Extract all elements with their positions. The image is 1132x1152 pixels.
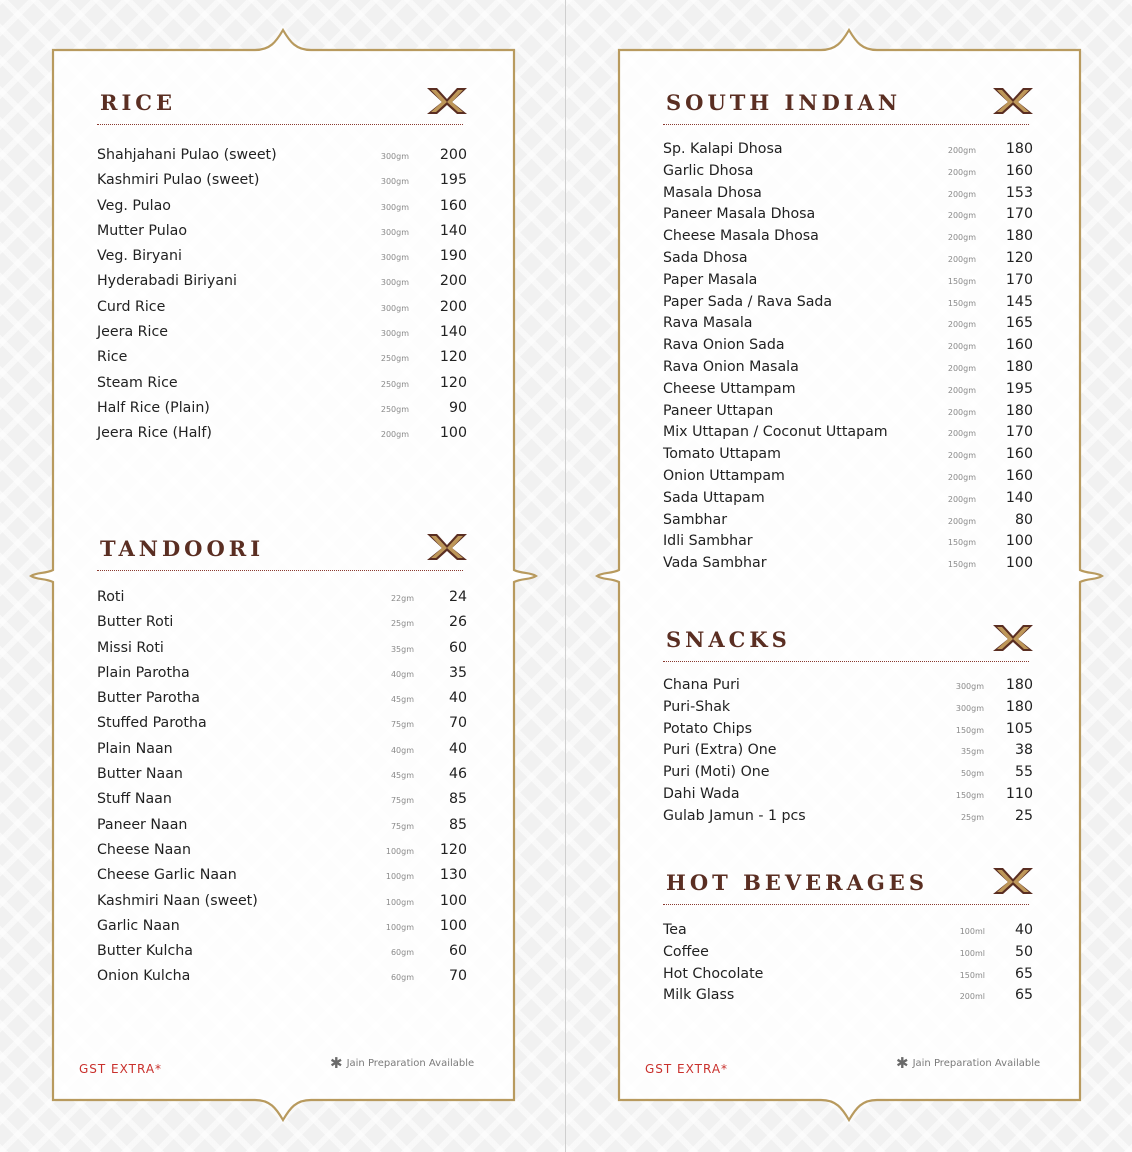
menu-item-name: Jeera Rice	[97, 324, 169, 341]
dotted-divider	[663, 661, 1029, 662]
menu-item-quantity: 250gm	[380, 404, 409, 414]
menu-item-row	[663, 272, 1033, 294]
menu-item-name: Veg. Pulao	[97, 197, 171, 214]
section-title: HOT BEVERAGES	[666, 870, 928, 895]
menu-item-quantity: 200gm	[947, 363, 976, 373]
menu-item-row	[663, 294, 1033, 316]
menu-item-row	[97, 817, 467, 842]
menu-item-quantity: 150gm	[955, 725, 984, 735]
menu-item-price: 170	[1005, 206, 1033, 223]
section-header	[97, 90, 467, 130]
menu-item-row	[97, 690, 467, 715]
menu-item-quantity: 300gm	[380, 227, 409, 237]
section-title: SOUTH INDIAN	[666, 90, 902, 115]
menu-item-row	[97, 918, 467, 943]
menu-item-quantity: 100gm	[385, 897, 414, 907]
menu-item-row	[97, 741, 467, 766]
menu-item-name: Curd Rice	[97, 298, 166, 315]
menu-item-name: Butter Naan	[97, 766, 183, 783]
menu-item-price: 180	[1005, 677, 1033, 693]
menu-item-name: Potato Chips	[663, 720, 752, 737]
menu-item-name: Kashmiri Pulao (sweet)	[97, 172, 260, 189]
menu-item-row	[663, 163, 1033, 185]
asterisk-icon: ✱	[896, 1054, 909, 1072]
menu-item-name: Paneer Masala Dhosa	[663, 206, 816, 223]
menu-item-row	[97, 248, 467, 273]
menu-item-price: 24	[448, 589, 467, 605]
menu-item-quantity: 200gm	[380, 430, 409, 440]
menu-item-name: Jeera Rice (Half)	[97, 425, 212, 442]
menu-item-name: Puri-Shak	[663, 698, 731, 715]
menu-item-quantity: 22gm	[390, 594, 414, 603]
jain-preparation-label: Jain Preparation Available	[346, 1058, 475, 1069]
section-tandoori	[97, 536, 467, 994]
menu-item-row	[97, 943, 467, 968]
menu-item-row	[663, 987, 1033, 1009]
menu-item-row	[663, 381, 1033, 403]
menu-item-quantity: 200ml	[959, 992, 985, 1002]
menu-item-name: Hyderabadi Biriyani	[97, 273, 237, 290]
menu-item-name: Vada Sambhar	[663, 555, 767, 572]
menu-item-price: 180	[1005, 698, 1033, 715]
menu-item-quantity: 300gm	[380, 152, 409, 161]
menu-item-quantity: 200gm	[947, 146, 976, 155]
crossed-x-logo-icon	[425, 532, 469, 566]
menu-item-quantity: 35gm	[960, 747, 984, 757]
menu-item-price: 140	[439, 222, 467, 239]
menu-item-price: 85	[448, 816, 467, 833]
menu-item-row	[663, 533, 1033, 555]
menu-item-price: 40	[448, 690, 467, 707]
menu-item-price: 120	[439, 374, 467, 391]
menu-item-quantity: 300gm	[955, 703, 984, 713]
menu-item-row	[663, 403, 1033, 425]
menu-item-row	[663, 228, 1033, 250]
section-header	[97, 536, 467, 576]
menu-item-price: 180	[1005, 228, 1033, 245]
menu-item-row	[663, 555, 1033, 577]
menu-item-name: Dahi Wada	[663, 785, 740, 802]
menu-item-price: 160	[1005, 162, 1033, 179]
menu-item-name: Chana Puri	[663, 677, 740, 693]
menu-item-name: Sada Dhosa	[663, 249, 748, 266]
menu-item-price: 90	[448, 399, 467, 416]
menu-item-quantity: 300gm	[955, 682, 984, 691]
menu-item-list	[663, 677, 1033, 830]
menu-item-price: 165	[1005, 315, 1033, 332]
menu-item-price: 170	[1005, 424, 1033, 441]
menu-item-price: 105	[1005, 720, 1033, 737]
menu-item-row	[663, 699, 1033, 721]
menu-item-row	[97, 867, 467, 892]
menu-item-price: 160	[1005, 337, 1033, 354]
menu-item-row	[663, 490, 1033, 512]
menu-item-row	[97, 273, 467, 298]
menu-item-price: 80	[1014, 511, 1033, 528]
menu-item-name: Rava Masala	[663, 315, 753, 332]
menu-item-quantity: 300gm	[380, 329, 409, 339]
menu-item-quantity: 60gm	[390, 973, 414, 983]
menu-item-name: Plain Parotha	[97, 664, 190, 681]
menu-item-quantity: 200gm	[947, 189, 976, 199]
menu-item-row	[97, 589, 467, 614]
menu-item-row	[97, 893, 467, 918]
menu-item-name: Onion Kulcha	[97, 968, 191, 985]
dotted-divider	[663, 124, 1029, 125]
menu-item-row	[97, 400, 467, 425]
menu-item-row	[97, 299, 467, 324]
menu-item-name: Shahjahani Pulao (sweet)	[97, 147, 277, 163]
menu-item-price: 60	[448, 943, 467, 960]
menu-item-price: 40	[448, 740, 467, 757]
menu-item-price: 153	[1005, 184, 1033, 201]
menu-item-row	[663, 337, 1033, 359]
menu-item-name: Tomato Uttapam	[663, 446, 781, 463]
menu-item-quantity: 200gm	[947, 494, 976, 504]
menu-item-quantity: 200gm	[947, 211, 976, 221]
section-snacks	[663, 627, 1033, 830]
crossed-x-logo-icon	[991, 623, 1035, 657]
menu-item-list	[663, 141, 1033, 577]
menu-item-row	[663, 250, 1033, 272]
menu-item-quantity: 25gm	[960, 812, 984, 822]
menu-item-price: 190	[439, 248, 467, 265]
menu-item-price: 140	[439, 324, 467, 341]
menu-item-row	[97, 640, 467, 665]
section-rice	[97, 90, 467, 451]
menu-item-quantity: 60gm	[390, 948, 414, 958]
menu-item-price: 65	[1014, 965, 1033, 982]
menu-item-quantity: 100gm	[385, 872, 414, 882]
menu-item-quantity: 200gm	[947, 451, 976, 461]
menu-item-price: 100	[439, 892, 467, 909]
menu-item-name: Paneer Uttapan	[663, 402, 774, 419]
menu-item-row	[663, 786, 1033, 808]
menu-item-row	[97, 198, 467, 223]
menu-item-name: Missi Roti	[97, 639, 164, 656]
menu-item-name: Garlic Dhosa	[663, 162, 754, 179]
crossed-x-logo-icon	[425, 86, 469, 120]
menu-item-row	[663, 764, 1033, 786]
section-hot-beverages	[663, 870, 1033, 1009]
menu-item-price: 120	[439, 349, 467, 366]
menu-item-row	[663, 922, 1033, 944]
menu-item-list	[97, 589, 467, 994]
menu-item-quantity: 75gm	[390, 821, 414, 831]
menu-item-quantity: 200gm	[947, 407, 976, 417]
menu-item-price: 40	[1014, 922, 1033, 938]
menu-item-quantity: 200gm	[947, 320, 976, 330]
menu-item-row	[97, 147, 467, 172]
menu-item-quantity: 100gm	[385, 922, 414, 932]
menu-item-row	[97, 968, 467, 993]
menu-item-name: Puri (Moti) One	[663, 764, 770, 781]
menu-item-row	[663, 185, 1033, 207]
menu-item-name: Puri (Extra) One	[663, 742, 777, 759]
menu-item-row	[97, 842, 467, 867]
menu-item-price: 26	[448, 614, 467, 631]
menu-item-quantity: 300gm	[380, 202, 409, 212]
menu-item-name: Cheese Masala Dhosa	[663, 228, 819, 245]
menu-item-price: 100	[439, 425, 467, 442]
jain-preparation-label: Jain Preparation Available	[912, 1058, 1041, 1069]
menu-item-price: 180	[1005, 141, 1033, 157]
menu-item-row	[97, 614, 467, 639]
menu-item-name: Gulab Jamun - 1 pcs	[663, 807, 806, 824]
menu-item-name: Kashmiri Naan (sweet)	[97, 892, 258, 909]
menu-item-price: 85	[448, 791, 467, 808]
menu-item-quantity: 75gm	[390, 796, 414, 806]
menu-item-row	[663, 446, 1033, 468]
menu-item-quantity: 45gm	[390, 771, 414, 781]
menu-item-row	[663, 359, 1033, 381]
menu-item-price: 200	[439, 273, 467, 290]
menu-item-name: Butter Roti	[97, 614, 174, 631]
menu-item-name: Stuff Naan	[97, 791, 172, 808]
menu-item-quantity: 200gm	[947, 472, 976, 482]
menu-item-price: 200	[439, 298, 467, 315]
menu-item-quantity: 40gm	[390, 745, 414, 755]
menu-item-name: Paper Sada / Rava Sada	[663, 293, 833, 310]
menu-item-row	[663, 808, 1033, 830]
menu-item-price: 130	[439, 867, 467, 884]
crossed-x-logo-icon	[991, 86, 1035, 120]
menu-item-price: 120	[1005, 249, 1033, 266]
menu-item-price: 35	[448, 664, 467, 681]
menu-item-name: Roti	[97, 589, 125, 605]
menu-item-name: Veg. Biryani	[97, 248, 182, 265]
menu-item-price: 145	[1005, 293, 1033, 310]
crossed-x-logo-icon	[991, 866, 1035, 900]
menu-item-name: Cheese Garlic Naan	[97, 867, 237, 884]
menu-item-row	[663, 721, 1033, 743]
menu-item-row	[97, 766, 467, 791]
menu-item-price: 180	[1005, 402, 1033, 419]
menu-item-row	[97, 172, 467, 197]
menu-item-row	[663, 742, 1033, 764]
menu-item-price: 46	[448, 766, 467, 783]
menu-item-name: Sambhar	[663, 511, 728, 528]
menu-item-quantity: 150gm	[947, 298, 976, 308]
menu-item-name: Coffee	[663, 943, 709, 960]
menu-item-quantity: 25gm	[390, 619, 414, 629]
menu-item-price: 65	[1014, 987, 1033, 1004]
menu-item-row	[663, 966, 1033, 988]
menu-item-row	[97, 375, 467, 400]
menu-item-quantity: 200gm	[947, 516, 976, 526]
menu-item-name: Cheese Uttampam	[663, 380, 796, 397]
menu-item-price: 195	[439, 172, 467, 189]
menu-item-quantity: 300gm	[380, 177, 409, 187]
menu-item-name: Onion Uttampam	[663, 467, 785, 484]
menu-item-list	[97, 147, 467, 451]
menu-item-price: 200	[439, 147, 467, 163]
menu-item-price: 160	[439, 197, 467, 214]
menu-item-price: 195	[1005, 380, 1033, 397]
menu-item-name: Sada Uttapam	[663, 489, 765, 506]
menu-item-quantity: 150gm	[947, 538, 976, 548]
menu-item-name: Steam Rice	[97, 374, 178, 391]
menu-item-row	[663, 677, 1033, 699]
menu-item-quantity: 200gm	[947, 385, 976, 395]
menu-item-quantity: 300gm	[380, 303, 409, 313]
menu-item-price: 50	[1014, 943, 1033, 960]
menu-item-row	[663, 141, 1033, 163]
menu-item-row	[97, 349, 467, 374]
menu-item-price: 170	[1005, 271, 1033, 288]
section-south-indian	[663, 90, 1033, 577]
asterisk-icon: ✱	[330, 1054, 343, 1072]
menu-item-quantity: 250gm	[380, 354, 409, 364]
menu-item-name: Rava Onion Masala	[663, 358, 799, 375]
menu-item-quantity: 250gm	[380, 379, 409, 389]
menu-item-row	[97, 223, 467, 248]
menu-item-quantity: 100gm	[385, 846, 414, 856]
menu-item-quantity: 100ml	[959, 927, 985, 936]
menu-item-price: 70	[448, 968, 467, 985]
menu-item-quantity: 45gm	[390, 695, 414, 705]
menu-item-quantity: 150gm	[947, 560, 976, 570]
menu-item-price: 120	[439, 841, 467, 858]
menu-item-price: 140	[1005, 489, 1033, 506]
menu-item-price: 100	[1005, 555, 1033, 572]
menu-item-name: Masala Dhosa	[663, 184, 762, 201]
section-header	[663, 627, 1033, 667]
menu-item-name: Sp. Kalapi Dhosa	[663, 141, 783, 157]
menu-item-row	[97, 791, 467, 816]
menu-item-row	[663, 424, 1033, 446]
menu-item-quantity: 100ml	[959, 948, 985, 958]
menu-item-name: Garlic Naan	[97, 917, 180, 934]
menu-item-name: Butter Parotha	[97, 690, 200, 707]
menu-item-row	[663, 315, 1033, 337]
menu-item-quantity: 200gm	[947, 429, 976, 439]
menu-item-price: 100	[1005, 533, 1033, 550]
menu-item-quantity: 200gm	[947, 167, 976, 177]
menu-item-quantity: 150ml	[959, 970, 985, 980]
menu-item-name: Idli Sambhar	[663, 533, 753, 550]
menu-item-price: 110	[1005, 785, 1033, 802]
menu-item-price: 100	[439, 917, 467, 934]
menu-item-name: Butter Kulcha	[97, 943, 193, 960]
menu-item-quantity: 75gm	[390, 720, 414, 730]
section-title: RICE	[100, 90, 176, 115]
menu-item-quantity: 200gm	[947, 342, 976, 352]
menu-item-quantity: 300gm	[380, 253, 409, 263]
menu-item-price: 25	[1014, 807, 1033, 824]
menu-item-name: Tea	[663, 922, 687, 938]
section-header	[663, 870, 1033, 910]
menu-item-quantity: 200gm	[947, 233, 976, 243]
dotted-divider	[663, 904, 1029, 905]
menu-item-name: Paper Masala	[663, 271, 758, 288]
menu-item-quantity: 300gm	[380, 278, 409, 288]
menu-item-price: 70	[448, 715, 467, 732]
menu-item-name: Stuffed Parotha	[97, 715, 207, 732]
menu-item-quantity: 35gm	[390, 644, 414, 654]
menu-item-row	[97, 425, 467, 450]
menu-item-row	[663, 206, 1033, 228]
jain-preparation-note-right	[896, 1054, 1040, 1072]
menu-item-name: Hot Chocolate	[663, 965, 764, 982]
menu-item-quantity: 200gm	[947, 254, 976, 264]
menu-item-quantity: 50gm	[960, 769, 984, 779]
menu-item-name: Mix Uttapan / Coconut Uttapam	[663, 424, 888, 441]
menu-item-row	[97, 324, 467, 349]
menu-item-price: 160	[1005, 467, 1033, 484]
menu-item-quantity: 40gm	[390, 669, 414, 679]
menu-item-row	[97, 665, 467, 690]
section-title: SNACKS	[666, 627, 791, 652]
section-title: TANDOORI	[100, 536, 265, 561]
menu-item-name: Plain Naan	[97, 740, 173, 757]
menu-item-price: 38	[1014, 742, 1033, 759]
jain-preparation-note	[330, 1054, 474, 1072]
menu-item-name: Rava Onion Sada	[663, 337, 785, 354]
menu-item-quantity: 150gm	[947, 276, 976, 286]
menu-item-name: Cheese Naan	[97, 841, 191, 858]
menu-item-price: 55	[1014, 764, 1033, 781]
menu-item-price: 60	[448, 639, 467, 656]
menu-item-name: Half Rice (Plain)	[97, 399, 210, 416]
gst-extra-note: GST EXTRA*	[79, 1062, 163, 1076]
dotted-divider	[97, 124, 463, 125]
menu-item-row	[663, 468, 1033, 490]
menu-item-name: Milk Glass	[663, 987, 735, 1004]
menu-item-quantity: 150gm	[955, 790, 984, 800]
menu-item-row	[663, 944, 1033, 966]
menu-item-price: 180	[1005, 358, 1033, 375]
gst-extra-note-right: GST EXTRA*	[645, 1062, 729, 1076]
menu-item-name: Paneer Naan	[97, 816, 188, 833]
menu-item-row	[97, 715, 467, 740]
section-header	[663, 90, 1033, 130]
menu-item-list	[663, 922, 1033, 1009]
menu-item-name: Mutter Pulao	[97, 222, 188, 239]
menu-item-price: 160	[1005, 446, 1033, 463]
dotted-divider	[97, 570, 463, 571]
menu-item-row	[663, 512, 1033, 534]
menu-item-name: Rice	[97, 349, 128, 366]
